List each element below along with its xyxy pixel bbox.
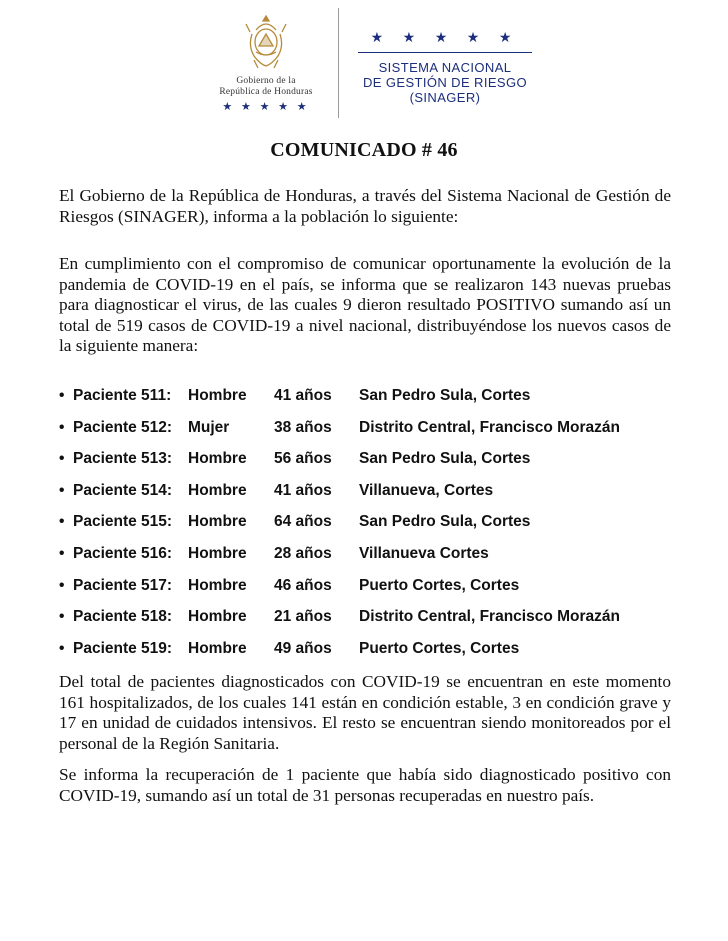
bullet-icon: • xyxy=(59,387,65,404)
bullet-icon: • xyxy=(59,418,65,436)
patient-location: San Pedro Sula, Cortes xyxy=(359,387,531,404)
header-divider xyxy=(338,8,339,118)
tests-paragraph: En cumplimiento con el compromiso de comunicar oportunamente la evolución de la pandemia de COVID-19 en el país, se informa que se realizaron 143 nuevas pruebas para diagnosticar el virus, de las cuales 9 dieron resultado POSITIVO sumando así un total de 519 casos de COVID-19 a nivel nacional, distribuyéndose los nuevos casos de la siguiente manera: xyxy=(59,254,671,356)
patient-location: Villanueva Cortes xyxy=(359,544,489,562)
bullet-icon: • xyxy=(59,639,65,657)
government-name-line2: República de Honduras xyxy=(219,87,313,97)
government-name-line1: Gobierno de la xyxy=(236,76,296,86)
sinager-rule xyxy=(358,52,532,53)
patient-age: 28 años xyxy=(274,544,332,562)
patient-age: 56 años xyxy=(274,450,332,468)
sinager-name-line1: SISTEMA NACIONAL xyxy=(378,60,512,75)
patient-list xyxy=(59,384,699,668)
patient-location: Puerto Cortes, Cortes xyxy=(359,639,520,657)
bullet-icon: • xyxy=(59,513,65,531)
sinager-logo xyxy=(350,30,540,115)
patient-sex: Hombre xyxy=(188,576,247,594)
patient-sex: Mujer xyxy=(188,418,230,436)
government-logo xyxy=(206,10,326,120)
list-item xyxy=(59,574,699,606)
government-stars: ★ ★ ★ ★ ★ xyxy=(222,101,310,113)
bullet-icon: • xyxy=(59,544,65,562)
patient-age: 21 años xyxy=(274,608,332,626)
document-title: COMUNICADO # 46 xyxy=(270,139,458,161)
patient-sex: Hombre xyxy=(188,450,247,468)
list-item xyxy=(59,416,699,448)
list-item xyxy=(59,542,699,574)
patient-age: 41 años xyxy=(274,387,332,404)
patient-sex: Hombre xyxy=(188,387,247,404)
sinager-name-line2: DE GESTIÓN DE RIESGO xyxy=(362,75,528,90)
patient-age: 46 años xyxy=(274,576,332,594)
sinager-stars: ★ ★ ★ ★ ★ xyxy=(370,31,520,46)
patient-location: San Pedro Sula, Cortes xyxy=(359,450,531,468)
bullet-icon: • xyxy=(59,608,65,626)
hospitalized-paragraph: Del total de pacientes diagnosticados con COVID-19 se encuentran en este momento 161 hospitalizados, de los cuales 141 están en condición estable, 3 en condición grave y 17 en unidad de cuidados intensivos. El resto se encuentran siendo monitoreados por el personal de la Región Sanitaria. xyxy=(59,672,671,753)
sinager-name xyxy=(350,60,540,105)
list-item xyxy=(59,479,699,511)
patient-sex: Hombre xyxy=(188,513,247,531)
bullet-icon: • xyxy=(59,576,65,594)
list-item xyxy=(59,510,699,542)
patient-id: Paciente 519: xyxy=(73,639,173,657)
bullet-icon: • xyxy=(59,481,65,499)
patient-sex: Hombre xyxy=(188,544,247,562)
patient-age: 38 años xyxy=(274,418,332,436)
patient-location: Distrito Central, Francisco Morazán xyxy=(359,418,620,436)
recovered-paragraph: Se informa la recuperación de 1 paciente que había sido diagnosticado positivo con COVID-19, sumando así un total de 31 personas recuperadas en nuestro país. xyxy=(59,765,671,805)
patient-age: 49 años xyxy=(274,639,332,657)
patient-location: Distrito Central, Francisco Morazán xyxy=(359,608,620,626)
patient-age: 64 años xyxy=(274,513,332,531)
patient-location: Villanueva, Cortes xyxy=(359,481,494,499)
list-item xyxy=(59,384,699,416)
patient-id: Paciente 514: xyxy=(73,481,173,499)
patient-location: San Pedro Sula, Cortes xyxy=(359,513,531,531)
patient-id: Paciente 518: xyxy=(73,608,173,626)
patient-id: Paciente 512: xyxy=(73,418,173,436)
bullet-icon: • xyxy=(59,450,65,468)
list-item xyxy=(59,447,699,479)
patient-sex: Hombre xyxy=(188,639,247,657)
patient-age: 41 años xyxy=(274,481,332,499)
letterhead xyxy=(0,0,728,125)
patient-id: Paciente 517: xyxy=(73,576,173,594)
patient-location: Puerto Cortes, Cortes xyxy=(359,576,520,594)
government-name xyxy=(206,76,326,98)
patient-id: Paciente 511: xyxy=(73,387,172,404)
list-item xyxy=(59,605,699,637)
sinager-name-line3: (SINAGER) xyxy=(409,90,481,105)
patient-id: Paciente 515: xyxy=(73,513,173,531)
patient-id: Paciente 513: xyxy=(73,450,173,468)
coat-of-arms-icon xyxy=(242,12,290,70)
list-item xyxy=(59,637,699,669)
intro-paragraph: El Gobierno de la República de Honduras, a través del Sistema Nacional de Gestión de Riesgos (SINAGER), informa a la población lo siguiente: xyxy=(59,186,671,226)
patient-id: Paciente 516: xyxy=(73,544,173,562)
patient-sex: Hombre xyxy=(188,608,247,626)
patient-sex: Hombre xyxy=(188,481,247,499)
